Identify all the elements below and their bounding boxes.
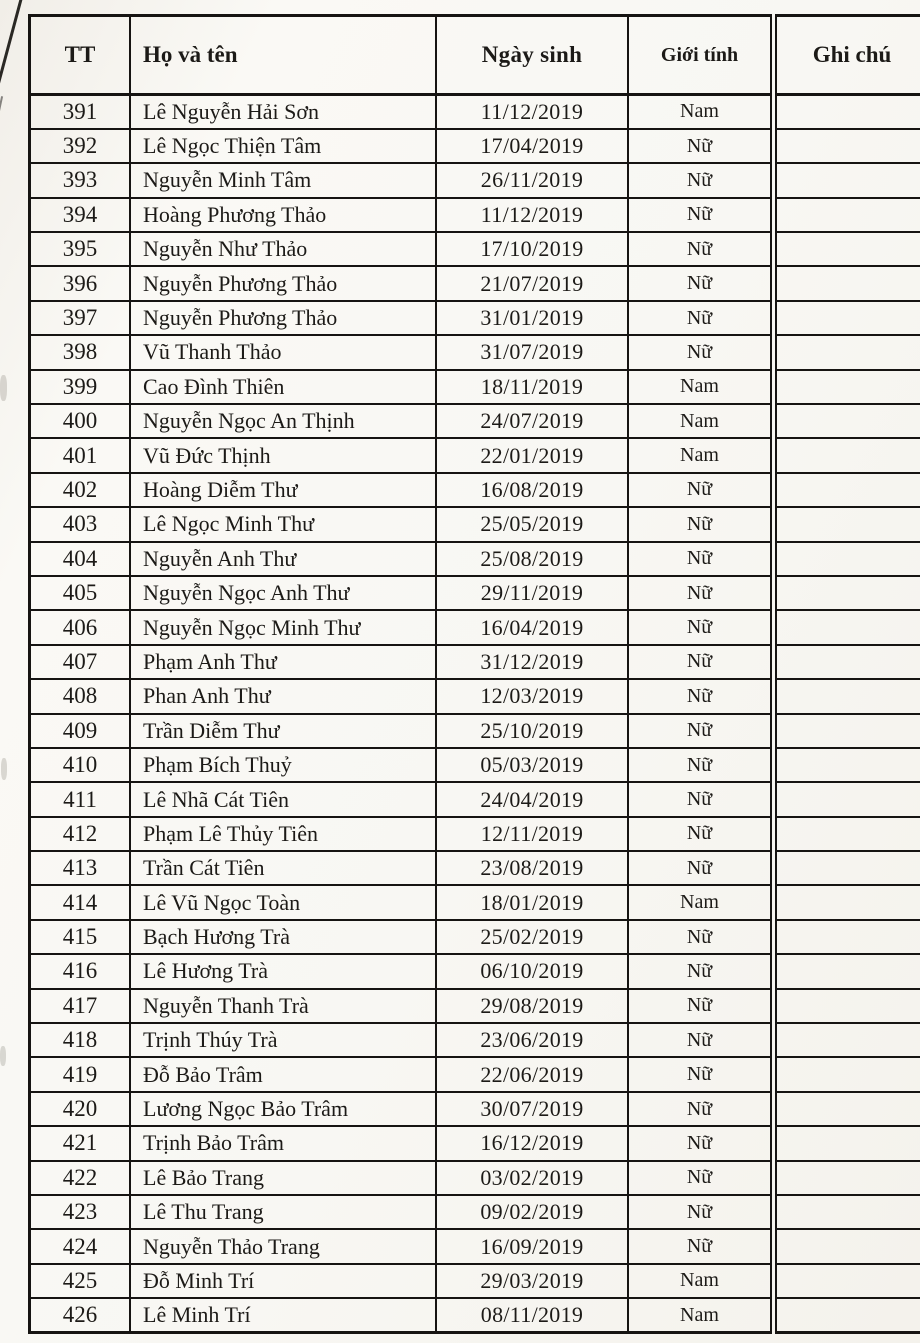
- cell-name: Nguyễn Phương Thảo: [130, 266, 436, 300]
- cell-gender: Nữ: [628, 232, 774, 266]
- scan-smudge: [0, 1046, 6, 1066]
- table-row: [30, 1264, 920, 1298]
- cell-gender: Nữ: [628, 851, 774, 885]
- cell-dob: 22/06/2019: [436, 1057, 628, 1091]
- cell-tt: 415: [30, 920, 131, 954]
- cell-note: [774, 1057, 920, 1091]
- cell-tt: 400: [30, 404, 131, 438]
- cell-dob: 11/12/2019: [436, 198, 628, 232]
- cell-dob: 25/05/2019: [436, 507, 628, 541]
- cell-name: Vũ Thanh Thảo: [130, 335, 436, 369]
- cell-note: [774, 954, 920, 988]
- cell-note: [774, 1161, 920, 1195]
- cell-dob: 18/11/2019: [436, 370, 628, 404]
- cell-name: Hoàng Phương Thảo: [130, 198, 436, 232]
- cell-name: Lê Nguyễn Hải Sơn: [130, 95, 436, 129]
- table-row: [30, 851, 920, 885]
- cell-gender: Nữ: [628, 954, 774, 988]
- cell-dob: 16/08/2019: [436, 473, 628, 507]
- cell-tt: 405: [30, 576, 131, 610]
- cell-name: Nguyễn Ngọc An Thịnh: [130, 404, 436, 438]
- scan-smudge: [1, 758, 7, 780]
- cell-name: Đỗ Bảo Trâm: [130, 1057, 436, 1091]
- table-row: [30, 438, 920, 472]
- cell-tt: 404: [30, 542, 131, 576]
- table-row: [30, 335, 920, 369]
- cell-note: [774, 1264, 920, 1298]
- cell-dob: 17/04/2019: [436, 129, 628, 163]
- table-row: [30, 1126, 920, 1160]
- cell-gender: Nam: [628, 404, 774, 438]
- cell-tt: 423: [30, 1195, 131, 1229]
- table-row: [30, 473, 920, 507]
- table-row: [30, 610, 920, 644]
- scan-smudge: [0, 375, 7, 401]
- table-row: [30, 1229, 920, 1263]
- cell-dob: 24/04/2019: [436, 782, 628, 816]
- cell-tt: 396: [30, 266, 131, 300]
- cell-gender: Nữ: [628, 1023, 774, 1057]
- table-row: [30, 645, 920, 679]
- cell-note: [774, 507, 920, 541]
- cell-note: [774, 885, 920, 919]
- cell-name: Lê Ngọc Thiện Tâm: [130, 129, 436, 163]
- cell-note: [774, 335, 920, 369]
- cell-tt: 397: [30, 301, 131, 335]
- cell-note: [774, 542, 920, 576]
- cell-gender: Nữ: [628, 714, 774, 748]
- cell-gender: Nam: [628, 95, 774, 129]
- table-body: [30, 95, 920, 1333]
- table-row: [30, 989, 920, 1023]
- cell-dob: 12/11/2019: [436, 817, 628, 851]
- cell-dob: 11/12/2019: [436, 95, 628, 129]
- cell-name: Lương Ngọc Bảo Trâm: [130, 1092, 436, 1126]
- cell-name: Nguyễn Minh Tâm: [130, 163, 436, 197]
- cell-name: Lê Hương Trà: [130, 954, 436, 988]
- cell-name: Nguyễn Thanh Trà: [130, 989, 436, 1023]
- cell-tt: 401: [30, 438, 131, 472]
- cell-name: Lê Bảo Trang: [130, 1161, 436, 1195]
- cell-tt: 424: [30, 1229, 131, 1263]
- cell-tt: 399: [30, 370, 131, 404]
- cell-tt: 422: [30, 1161, 131, 1195]
- cell-gender: Nữ: [628, 1092, 774, 1126]
- cell-note: [774, 989, 920, 1023]
- cell-note: [774, 95, 920, 129]
- table-header: [30, 16, 920, 95]
- cell-note: [774, 817, 920, 851]
- table-row: [30, 1023, 920, 1057]
- cell-dob: 23/08/2019: [436, 851, 628, 885]
- cell-gender: Nữ: [628, 163, 774, 197]
- cell-note: [774, 679, 920, 713]
- table-row: [30, 576, 920, 610]
- cell-dob: 05/03/2019: [436, 748, 628, 782]
- table-row: [30, 748, 920, 782]
- cell-name: Nguyễn Ngọc Anh Thư: [130, 576, 436, 610]
- table-row: [30, 1298, 920, 1332]
- cell-name: Trịnh Bảo Trâm: [130, 1126, 436, 1160]
- cell-gender: Nữ: [628, 576, 774, 610]
- cell-dob: 30/07/2019: [436, 1092, 628, 1126]
- table-row: [30, 1092, 920, 1126]
- cell-name: Phan Anh Thư: [130, 679, 436, 713]
- cell-gender: Nam: [628, 1298, 774, 1332]
- cell-name: Hoàng Diễm Thư: [130, 473, 436, 507]
- table-row: [30, 301, 920, 335]
- cell-dob: 25/08/2019: [436, 542, 628, 576]
- table-row: [30, 1195, 920, 1229]
- cell-note: [774, 404, 920, 438]
- cell-name: Nguyễn Ngọc Minh Thư: [130, 610, 436, 644]
- cell-note: [774, 1023, 920, 1057]
- cell-gender: Nam: [628, 438, 774, 472]
- table-row: [30, 1161, 920, 1195]
- cell-dob: 16/09/2019: [436, 1229, 628, 1263]
- header-note: Ghi chú: [774, 16, 920, 95]
- cell-gender: Nữ: [628, 1195, 774, 1229]
- cell-note: [774, 714, 920, 748]
- cell-dob: 17/10/2019: [436, 232, 628, 266]
- cell-tt: 398: [30, 335, 131, 369]
- cell-gender: Nữ: [628, 1229, 774, 1263]
- cell-gender: Nam: [628, 370, 774, 404]
- header-dob: Ngày sinh: [436, 16, 628, 95]
- cell-note: [774, 748, 920, 782]
- cell-dob: 25/02/2019: [436, 920, 628, 954]
- cell-gender: Nữ: [628, 989, 774, 1023]
- cell-tt: 426: [30, 1298, 131, 1332]
- cell-name: Lê Nhã Cát Tiên: [130, 782, 436, 816]
- cell-gender: Nữ: [628, 198, 774, 232]
- cell-gender: Nữ: [628, 748, 774, 782]
- header-name: Họ và tên: [130, 16, 436, 95]
- cell-name: Lê Vũ Ngọc Toàn: [130, 885, 436, 919]
- cell-gender: Nữ: [628, 542, 774, 576]
- cell-dob: 03/02/2019: [436, 1161, 628, 1195]
- cell-name: Lê Minh Trí: [130, 1298, 436, 1332]
- cell-name: Lê Ngọc Minh Thư: [130, 507, 436, 541]
- cell-dob: 24/07/2019: [436, 404, 628, 438]
- cell-note: [774, 1126, 920, 1160]
- table-row: [30, 198, 920, 232]
- cell-dob: 06/10/2019: [436, 954, 628, 988]
- cell-gender: Nữ: [628, 1126, 774, 1160]
- cell-gender: Nam: [628, 885, 774, 919]
- table-row: [30, 920, 920, 954]
- cell-gender: Nữ: [628, 473, 774, 507]
- cell-note: [774, 920, 920, 954]
- cell-dob: 29/08/2019: [436, 989, 628, 1023]
- cell-tt: 413: [30, 851, 131, 885]
- cell-note: [774, 438, 920, 472]
- scan-corner-artifact-2: [0, 96, 3, 126]
- cell-dob: 16/12/2019: [436, 1126, 628, 1160]
- cell-note: [774, 851, 920, 885]
- table-row: [30, 782, 920, 816]
- cell-tt: 393: [30, 163, 131, 197]
- cell-tt: 425: [30, 1264, 131, 1298]
- table-row: [30, 885, 920, 919]
- cell-tt: 407: [30, 645, 131, 679]
- cell-note: [774, 370, 920, 404]
- cell-name: Phạm Anh Thư: [130, 645, 436, 679]
- cell-dob: 22/01/2019: [436, 438, 628, 472]
- cell-tt: 402: [30, 473, 131, 507]
- cell-gender: Nữ: [628, 1057, 774, 1091]
- cell-name: Cao Đình Thiên: [130, 370, 436, 404]
- table-row: [30, 679, 920, 713]
- cell-note: [774, 1092, 920, 1126]
- cell-note: [774, 645, 920, 679]
- cell-name: Trần Cát Tiên: [130, 851, 436, 885]
- cell-gender: Nữ: [628, 507, 774, 541]
- cell-dob: 16/04/2019: [436, 610, 628, 644]
- table-row: [30, 542, 920, 576]
- student-roster-table: [28, 14, 920, 1334]
- cell-note: [774, 1229, 920, 1263]
- cell-dob: 26/11/2019: [436, 163, 628, 197]
- cell-note: [774, 610, 920, 644]
- cell-tt: 391: [30, 95, 131, 129]
- cell-dob: 21/07/2019: [436, 266, 628, 300]
- cell-name: Lê Thu Trang: [130, 1195, 436, 1229]
- cell-note: [774, 232, 920, 266]
- table-row: [30, 129, 920, 163]
- table-row: [30, 163, 920, 197]
- cell-tt: 392: [30, 129, 131, 163]
- cell-gender: Nữ: [628, 301, 774, 335]
- table-row: [30, 954, 920, 988]
- cell-tt: 395: [30, 232, 131, 266]
- cell-tt: 416: [30, 954, 131, 988]
- cell-name: Nguyễn Thảo Trang: [130, 1229, 436, 1263]
- cell-note: [774, 1298, 920, 1332]
- cell-dob: 29/03/2019: [436, 1264, 628, 1298]
- cell-tt: 418: [30, 1023, 131, 1057]
- cell-name: Nguyễn Anh Thư: [130, 542, 436, 576]
- cell-tt: 417: [30, 989, 131, 1023]
- cell-tt: 420: [30, 1092, 131, 1126]
- cell-dob: 31/01/2019: [436, 301, 628, 335]
- cell-note: [774, 163, 920, 197]
- cell-tt: 411: [30, 782, 131, 816]
- cell-note: [774, 301, 920, 335]
- table-row: [30, 232, 920, 266]
- cell-tt: 403: [30, 507, 131, 541]
- cell-tt: 408: [30, 679, 131, 713]
- cell-tt: 409: [30, 714, 131, 748]
- cell-note: [774, 782, 920, 816]
- cell-gender: Nữ: [628, 817, 774, 851]
- table-row: [30, 507, 920, 541]
- cell-dob: 29/11/2019: [436, 576, 628, 610]
- cell-gender: Nữ: [628, 335, 774, 369]
- cell-name: Vũ Đức Thịnh: [130, 438, 436, 472]
- table-row: [30, 817, 920, 851]
- table-row: [30, 266, 920, 300]
- header-tt: TT: [30, 16, 131, 95]
- cell-name: Phạm Lê Thủy Tiên: [130, 817, 436, 851]
- cell-note: [774, 198, 920, 232]
- cell-gender: Nam: [628, 1264, 774, 1298]
- cell-tt: 394: [30, 198, 131, 232]
- cell-note: [774, 266, 920, 300]
- cell-note: [774, 1195, 920, 1229]
- table-row: [30, 95, 920, 129]
- cell-tt: 406: [30, 610, 131, 644]
- cell-gender: Nữ: [628, 610, 774, 644]
- cell-name: Phạm Bích Thuỷ: [130, 748, 436, 782]
- cell-dob: 25/10/2019: [436, 714, 628, 748]
- scan-corner-artifact: [0, 0, 25, 95]
- table-row: [30, 370, 920, 404]
- cell-gender: Nữ: [628, 129, 774, 163]
- header-row: [30, 16, 920, 95]
- cell-gender: Nữ: [628, 782, 774, 816]
- cell-tt: 410: [30, 748, 131, 782]
- table-row: [30, 714, 920, 748]
- cell-gender: Nữ: [628, 645, 774, 679]
- cell-gender: Nữ: [628, 1161, 774, 1195]
- cell-gender: Nữ: [628, 266, 774, 300]
- cell-note: [774, 129, 920, 163]
- cell-tt: 414: [30, 885, 131, 919]
- cell-tt: 421: [30, 1126, 131, 1160]
- cell-name: Bạch Hương Trà: [130, 920, 436, 954]
- cell-name: Nguyễn Phương Thảo: [130, 301, 436, 335]
- cell-dob: 31/12/2019: [436, 645, 628, 679]
- cell-dob: 09/02/2019: [436, 1195, 628, 1229]
- cell-tt: 419: [30, 1057, 131, 1091]
- cell-gender: Nữ: [628, 679, 774, 713]
- cell-dob: 08/11/2019: [436, 1298, 628, 1332]
- cell-tt: 412: [30, 817, 131, 851]
- header-gender: Giới tính: [628, 16, 774, 95]
- cell-note: [774, 473, 920, 507]
- cell-dob: 23/06/2019: [436, 1023, 628, 1057]
- cell-name: Trịnh Thúy Trà: [130, 1023, 436, 1057]
- cell-name: Đỗ Minh Trí: [130, 1264, 436, 1298]
- table-row: [30, 1057, 920, 1091]
- cell-name: Trần Diễm Thư: [130, 714, 436, 748]
- table-row: [30, 404, 920, 438]
- cell-gender: Nữ: [628, 920, 774, 954]
- cell-dob: 12/03/2019: [436, 679, 628, 713]
- cell-note: [774, 576, 920, 610]
- cell-dob: 31/07/2019: [436, 335, 628, 369]
- cell-name: Nguyễn Như Thảo: [130, 232, 436, 266]
- cell-dob: 18/01/2019: [436, 885, 628, 919]
